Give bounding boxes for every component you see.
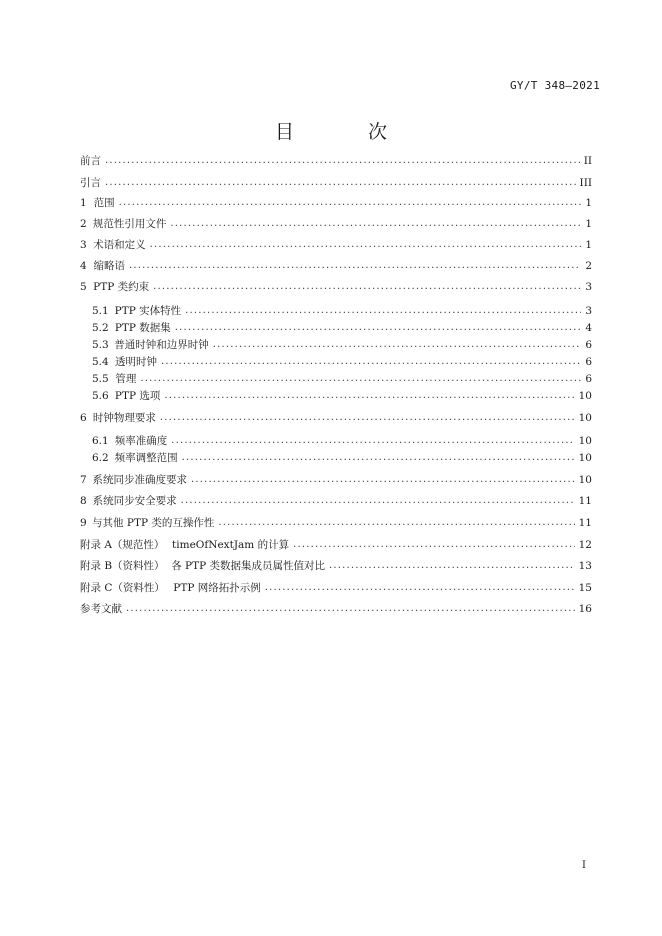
dot-leader [126, 601, 575, 617]
toc-entry-page: 13 [578, 560, 592, 572]
toc-entry-label: 普通时钟和边界时钟 [114, 339, 209, 351]
toc-entry-page: 2 [585, 260, 592, 272]
toc-entry[interactable] [80, 433, 592, 449]
dot-leader [218, 515, 574, 531]
toc-entry-page: 3 [585, 305, 592, 317]
toc-entry-page: 12 [578, 539, 592, 551]
toc-entry[interactable] [80, 195, 592, 211]
dot-leader [140, 371, 581, 387]
dot-leader [175, 320, 582, 336]
toc-entry-number: 5.1 [92, 305, 109, 317]
toc-entry-label: 缩略语 [93, 260, 125, 272]
dot-leader [213, 337, 582, 353]
toc-entry[interactable] [80, 472, 592, 488]
toc-entry-number: 5.2 [92, 322, 109, 334]
toc-entry-page: 1 [585, 197, 592, 209]
dot-leader [119, 195, 582, 211]
toc-entry[interactable] [80, 493, 592, 509]
toc-entry-label: 引言 [80, 177, 101, 189]
toc-entry[interactable] [80, 410, 592, 426]
dot-leader [150, 237, 582, 253]
toc-entry-page: 6 [585, 339, 592, 351]
toc-entry-label: PTP 选项 [114, 390, 161, 402]
toc-entry-label: 透明时钟 [115, 356, 158, 368]
toc-entry-label: 前言 [80, 155, 101, 167]
toc-entry[interactable] [80, 258, 592, 274]
toc-entry[interactable] [80, 388, 592, 404]
dot-leader [160, 410, 575, 426]
toc-entry[interactable] [80, 515, 592, 531]
dot-leader [105, 175, 576, 191]
toc-entry-number: 附录 C（资料性） [80, 582, 165, 594]
toc-entry-page: 1 [585, 239, 592, 251]
toc-entry[interactable] [80, 371, 592, 387]
dot-leader [164, 388, 574, 404]
toc-entry-label: 管理 [115, 373, 137, 385]
toc-entry[interactable] [80, 337, 592, 353]
toc-entry-number: 6.2 [92, 452, 109, 464]
toc-entry-label: 范围 [93, 197, 115, 209]
dot-leader [293, 537, 575, 553]
dot-leader [170, 216, 581, 232]
toc-entry-page: 10 [578, 474, 592, 486]
toc-entry[interactable] [80, 216, 592, 232]
toc-entry-page: 16 [578, 603, 592, 615]
toc-entry-page: 4 [585, 322, 592, 334]
toc-entry-label: 系统同步准确度要求 [92, 474, 187, 486]
toc-entry-number: 9 [80, 517, 87, 529]
toc-entry-page: 11 [578, 517, 592, 529]
toc-entry-label: PTP 实体特性 [114, 305, 182, 317]
toc-entry-number: 3 [80, 239, 87, 251]
dot-leader [171, 433, 574, 449]
toc-entry-label: 规范性引用文件 [92, 218, 167, 230]
toc-entry-label: timeOfNextJam 的计算 [172, 539, 290, 551]
toc-entry-page: 10 [578, 435, 592, 447]
toc-entry[interactable] [80, 279, 592, 295]
toc-entry-page: 3 [585, 281, 592, 293]
toc-entry[interactable] [80, 580, 592, 596]
toc-entry[interactable] [80, 537, 592, 553]
toc-entry-page: 1 [585, 218, 592, 230]
toc-entry-number: 6 [80, 412, 87, 424]
toc-entry[interactable] [80, 303, 592, 319]
toc-entry-page: 10 [578, 390, 592, 402]
toc-entry-number: 5.4 [92, 356, 109, 368]
toc-entry-label: 频率准确度 [114, 435, 168, 447]
toc-entry-number: 5.6 [92, 390, 109, 402]
toc-entry-number: 7 [80, 474, 87, 486]
toc-entry-page: III [579, 177, 592, 189]
toc-entry[interactable] [80, 450, 592, 466]
dot-leader [265, 580, 575, 596]
dot-leader [153, 279, 581, 295]
standard-code: GY/T 348—2021 [510, 79, 600, 92]
toc-entry-page: 10 [578, 412, 592, 424]
toc-entry-number: 附录 B（资料性） [80, 560, 165, 572]
toc-entry-number: 1 [80, 197, 87, 209]
toc-entry[interactable] [80, 354, 592, 370]
toc-entry[interactable] [80, 237, 592, 253]
toc-entry-number: 5 [80, 281, 87, 293]
toc-entry-number: 6.1 [92, 435, 109, 447]
toc-entry-number: 2 [80, 218, 87, 230]
toc-entry-page: 6 [585, 373, 592, 385]
toc-entry-page: 6 [585, 356, 592, 368]
toc-entry[interactable] [80, 153, 592, 169]
dot-leader [185, 303, 581, 319]
dot-leader [129, 258, 581, 274]
toc-entry-page: II [583, 155, 592, 167]
toc-entry-number: 5.5 [92, 373, 109, 385]
toc-entry-number: 5.3 [92, 339, 109, 351]
toc-entry-label: 与其他 PTP 类的互操作性 [92, 517, 215, 529]
toc-entry-page: 15 [578, 582, 592, 594]
toc-entry-page: 10 [578, 452, 592, 464]
dot-leader [182, 450, 575, 466]
toc-entry-label: 参考文献 [80, 603, 122, 615]
toc-entry-label: 频率调整范围 [114, 452, 178, 464]
toc-entry-label: 各 PTP 类数据集成员属性值对比 [171, 560, 326, 572]
toc-entry-label: PTP 数据集 [114, 322, 171, 334]
dot-leader [105, 153, 580, 169]
toc-entry-number: 4 [80, 260, 87, 272]
dot-leader [181, 493, 575, 509]
toc-entry-number: 附录 A（规范性） [80, 539, 165, 551]
dot-leader [329, 558, 575, 574]
toc-entry[interactable] [80, 558, 592, 574]
toc-entry[interactable] [80, 320, 592, 336]
page-title: 目 次 [274, 121, 422, 143]
toc-entry-label: 术语和定义 [93, 239, 146, 251]
dot-leader [191, 472, 575, 488]
toc-entry-number: 8 [80, 495, 87, 507]
dot-leader [161, 354, 581, 370]
toc-entry-page: 11 [578, 495, 592, 507]
toc-entry-label: PTP 网络拓扑示例 [173, 582, 261, 594]
toc-entry-label: 时钟物理要求 [92, 412, 156, 424]
toc-entry-label: PTP 类约束 [93, 281, 150, 293]
page-number: I [582, 860, 586, 871]
toc-entry[interactable] [80, 175, 592, 191]
toc-entry[interactable] [80, 601, 592, 617]
toc-entry-label: 系统同步安全要求 [92, 495, 177, 507]
